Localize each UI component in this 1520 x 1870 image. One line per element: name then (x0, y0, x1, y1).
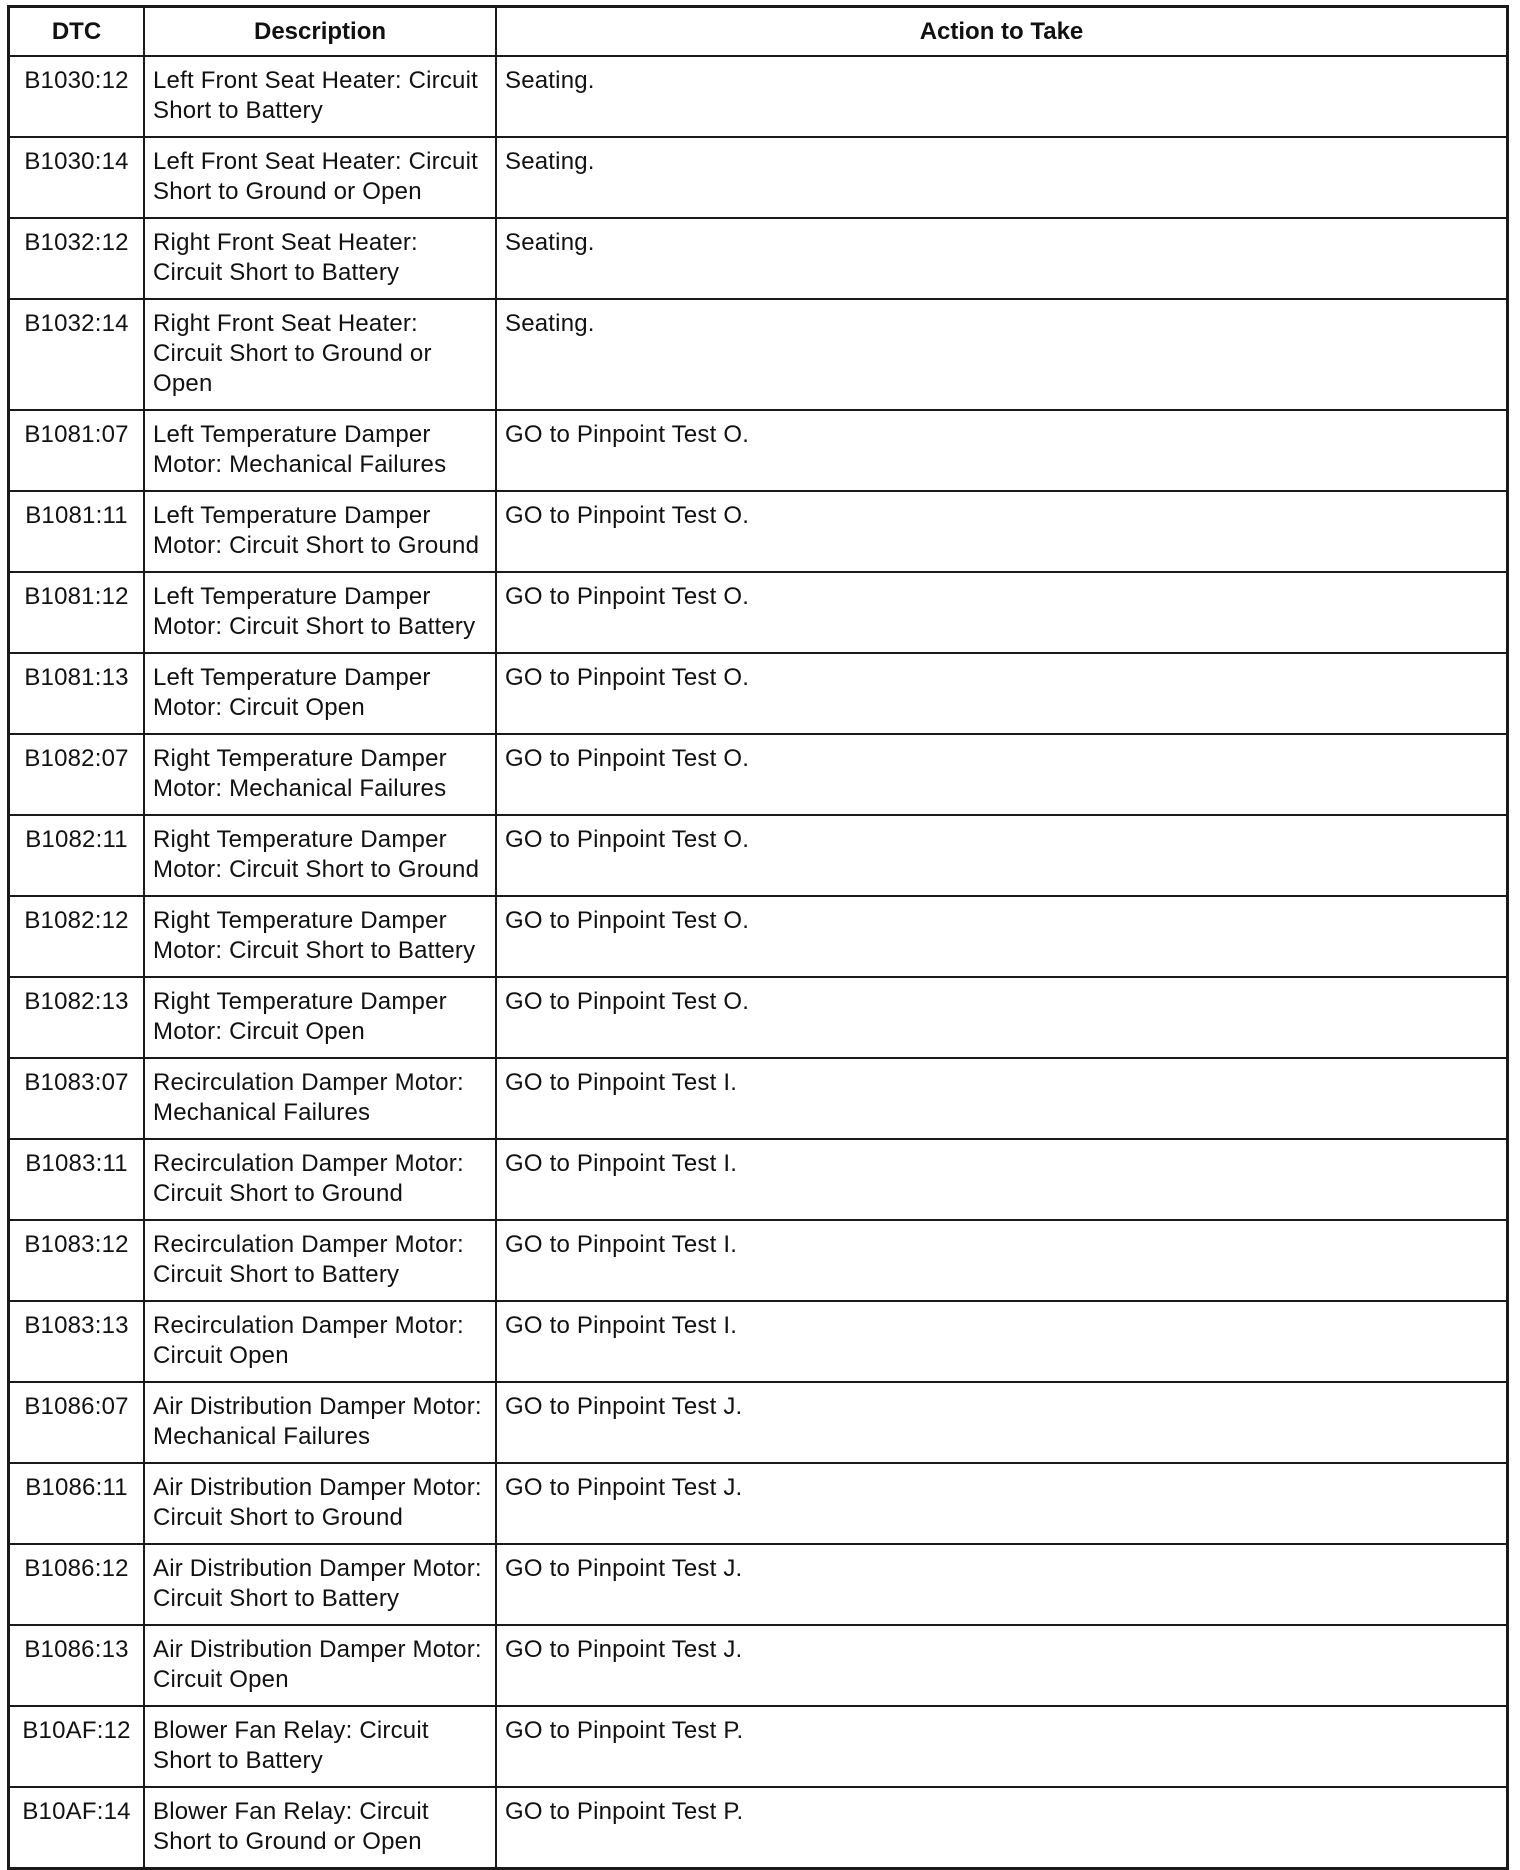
action-cell: Seating. (496, 56, 1506, 137)
action-cell: GO to Pinpoint Test P. (496, 1706, 1506, 1787)
description-cell: Recirculation Damper Motor: Mechanical Failures (144, 1058, 496, 1139)
action-cell: GO to Pinpoint Test O. (496, 491, 1506, 572)
description-cell: Left Temperature Damper Motor: Mechanical Failures (144, 410, 496, 491)
table-row (10, 1706, 1506, 1787)
description-cell: Right Temperature Damper Motor: Mechanical Failures (144, 734, 496, 815)
table-row (10, 56, 1506, 137)
description-cell: Left Temperature Damper Motor: Circuit Open (144, 653, 496, 734)
description-cell: Blower Fan Relay: Circuit Short to Battery (144, 1706, 496, 1787)
action-cell: Seating. (496, 218, 1506, 299)
table-row (10, 1463, 1506, 1544)
dtc-cell: B1086:13 (10, 1625, 144, 1706)
table-row (10, 977, 1506, 1058)
header-description: Description (144, 8, 496, 56)
table-row (10, 815, 1506, 896)
table-row (10, 1301, 1506, 1382)
action-cell: GO to Pinpoint Test J. (496, 1625, 1506, 1706)
action-cell: GO to Pinpoint Test I. (496, 1301, 1506, 1382)
action-cell: GO to Pinpoint Test O. (496, 734, 1506, 815)
dtc-cell: B1082:12 (10, 896, 144, 977)
dtc-cell: B1032:12 (10, 218, 144, 299)
action-cell: GO to Pinpoint Test J. (496, 1544, 1506, 1625)
dtc-cell: B1081:07 (10, 410, 144, 491)
dtc-cell: B1083:13 (10, 1301, 144, 1382)
dtc-cell: B1083:07 (10, 1058, 144, 1139)
action-cell: GO to Pinpoint Test I. (496, 1139, 1506, 1220)
description-cell: Air Distribution Damper Motor: Circuit Short to Battery (144, 1544, 496, 1625)
action-cell: GO to Pinpoint Test P. (496, 1787, 1506, 1867)
description-cell: Blower Fan Relay: Circuit Short to Ground or Open (144, 1787, 496, 1867)
action-cell: GO to Pinpoint Test O. (496, 572, 1506, 653)
action-cell: GO to Pinpoint Test I. (496, 1058, 1506, 1139)
description-cell: Right Front Seat Heater: Circuit Short to Ground or Open (144, 299, 496, 410)
table-row (10, 218, 1506, 299)
description-cell: Air Distribution Damper Motor: Circuit Open (144, 1625, 496, 1706)
description-cell: Recirculation Damper Motor: Circuit Open (144, 1301, 496, 1382)
table-row (10, 734, 1506, 815)
header-dtc: DTC (10, 8, 144, 56)
dtc-cell: B1083:11 (10, 1139, 144, 1220)
table-row (10, 1382, 1506, 1463)
dtc-table (10, 8, 1506, 1867)
table-row (10, 896, 1506, 977)
description-cell: Left Front Seat Heater: Circuit Short to Battery (144, 56, 496, 137)
description-cell: Left Temperature Damper Motor: Circuit Short to Battery (144, 572, 496, 653)
table-row (10, 491, 1506, 572)
dtc-cell: B1081:11 (10, 491, 144, 572)
description-cell: Right Front Seat Heater: Circuit Short to Battery (144, 218, 496, 299)
description-cell: Air Distribution Damper Motor: Mechanical Failures (144, 1382, 496, 1463)
action-cell: GO to Pinpoint Test I. (496, 1220, 1506, 1301)
dtc-cell: B1086:12 (10, 1544, 144, 1625)
table-row (10, 410, 1506, 491)
dtc-cell: B10AF:14 (10, 1787, 144, 1867)
dtc-cell: B1082:07 (10, 734, 144, 815)
action-cell: GO to Pinpoint Test O. (496, 410, 1506, 491)
action-cell: GO to Pinpoint Test O. (496, 896, 1506, 977)
description-cell: Right Temperature Damper Motor: Circuit Short to Battery (144, 896, 496, 977)
action-cell: GO to Pinpoint Test J. (496, 1463, 1506, 1544)
dtc-cell: B1086:07 (10, 1382, 144, 1463)
action-cell: Seating. (496, 299, 1506, 410)
header-action: Action to Take (496, 8, 1506, 56)
table-row (10, 653, 1506, 734)
dtc-cell: B1082:13 (10, 977, 144, 1058)
description-cell: Right Temperature Damper Motor: Circuit Short to Ground (144, 815, 496, 896)
description-cell: Left Temperature Damper Motor: Circuit Short to Ground (144, 491, 496, 572)
action-cell: Seating. (496, 137, 1506, 218)
description-cell: Recirculation Damper Motor: Circuit Short to Ground (144, 1139, 496, 1220)
table-row (10, 1139, 1506, 1220)
dtc-table-container (7, 5, 1509, 1870)
action-cell: GO to Pinpoint Test J. (496, 1382, 1506, 1463)
table-row (10, 572, 1506, 653)
dtc-cell: B10AF:12 (10, 1706, 144, 1787)
dtc-cell: B1083:12 (10, 1220, 144, 1301)
dtc-cell: B1086:11 (10, 1463, 144, 1544)
dtc-cell: B1081:13 (10, 653, 144, 734)
action-cell: GO to Pinpoint Test O. (496, 653, 1506, 734)
dtc-cell: B1030:14 (10, 137, 144, 218)
description-cell: Recirculation Damper Motor: Circuit Short to Battery (144, 1220, 496, 1301)
dtc-cell: B1082:11 (10, 815, 144, 896)
dtc-cell: B1032:14 (10, 299, 144, 410)
description-cell: Left Front Seat Heater: Circuit Short to Ground or Open (144, 137, 496, 218)
table-row (10, 299, 1506, 410)
table-row (10, 1220, 1506, 1301)
table-row (10, 1544, 1506, 1625)
description-cell: Right Temperature Damper Motor: Circuit Open (144, 977, 496, 1058)
table-row (10, 1058, 1506, 1139)
table-row (10, 1787, 1506, 1867)
action-cell: GO to Pinpoint Test O. (496, 815, 1506, 896)
table-row (10, 1625, 1506, 1706)
table-row (10, 137, 1506, 218)
table-header-row (10, 8, 1506, 56)
description-cell: Air Distribution Damper Motor: Circuit Short to Ground (144, 1463, 496, 1544)
dtc-cell: B1030:12 (10, 56, 144, 137)
action-cell: GO to Pinpoint Test O. (496, 977, 1506, 1058)
dtc-cell: B1081:12 (10, 572, 144, 653)
